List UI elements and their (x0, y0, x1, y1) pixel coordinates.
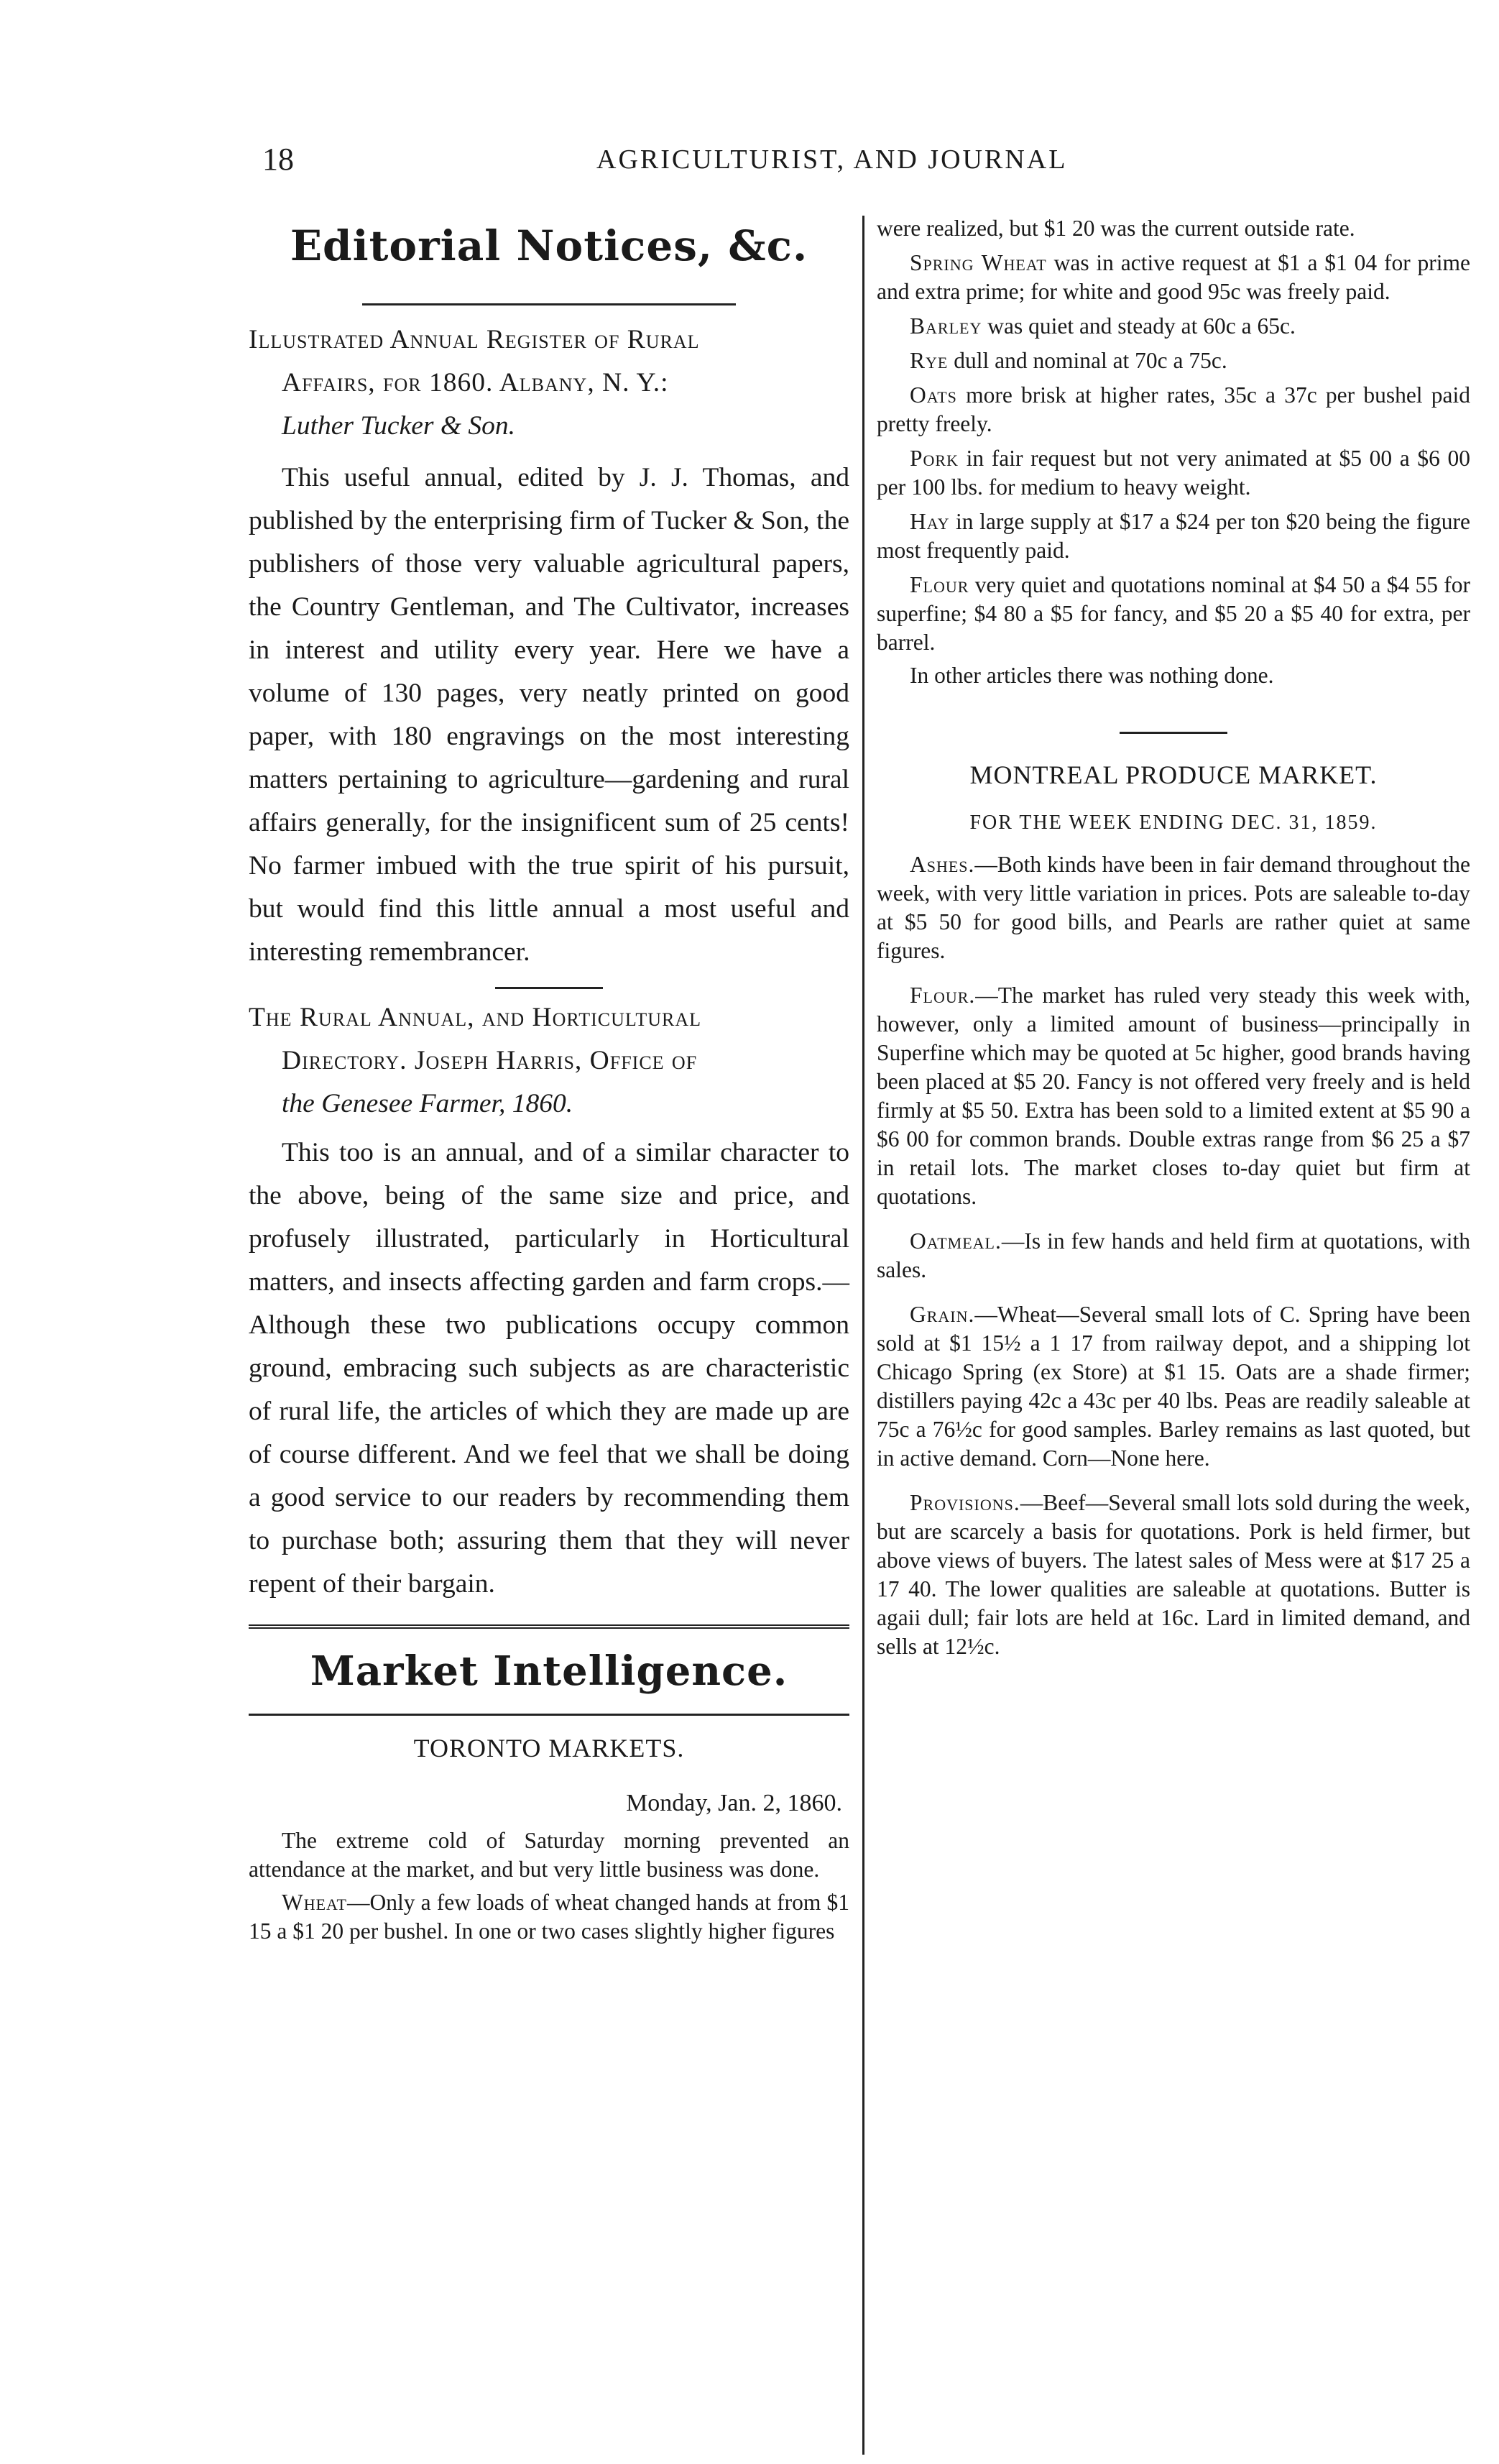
left-column (249, 208, 849, 1946)
market-item-text: in large supply at $17 a $24 per ton $20 being the figure most frequently paid. (877, 509, 1470, 563)
market-item-text: very quiet and quotations nominal at $4 50 a $4 55 for superfine; $4 80 a $5 for fancy, and $5 20 a $5 40 for extra, per barrel. (877, 572, 1470, 655)
market-item-text: dull and nominal at 70c a 75c. (948, 348, 1227, 373)
section-title-market: Market Intelligence. (310, 1647, 788, 1695)
review-1-title-line2: Affairs, for 1860. Albany, N. Y.: (282, 368, 669, 397)
section-title-editorial: Editorial Notices, &c. (290, 221, 808, 270)
wheat-text: —Only a few loads of wheat changed hands at from $1 15 a $1 20 per bushel. In one or two cases slightly higher figures (249, 1890, 849, 1944)
toronto-closing: In other articles there was nothing done. (910, 663, 1274, 688)
section-rule (362, 303, 736, 305)
market-item (877, 507, 1470, 565)
toronto-items (877, 249, 1470, 657)
market-item-text: was in active request at $1 a $1 04 for prime and extra prime; for white and good 95c was freely paid. (877, 250, 1470, 304)
montreal-heading: MONTREAL PRODUCE MARKET. (969, 760, 1378, 789)
market-item-lead: Ashes. (910, 852, 975, 877)
market-item-text: in fair request but not very animated at $5 00 a $6 00 per 100 lbs. for medium to heavy weight. (877, 446, 1470, 500)
review-2-body: This too is an annual, and of a similar character to the above, being of the same size and price, and profusely illustrated, particularly in Horticultural matters, and insects affecting garden and farm crops.—Although these two publications occupy common ground, embracing such subjects as are characteristic of rural life, the articles of which they are made up are of course different. And we feel that we shall be doing a good service to our readers by recommending them to purchase both; assuring them that they will never repent of their bargain. (249, 1138, 849, 1599)
market-item (877, 1489, 1470, 1661)
market-item-lead: Grain. (910, 1302, 975, 1327)
market-item-text: —Wheat—Several small lots of C. Spring have been sold at $1 15½ a 1 17 from railway depot, and a shipping lot Chicago Spring (ex Store) at $1 15. Oats are a shade firmer; distillers paying 42c a 43c per 40 lbs. Peas are readily saleable at 75c a 76½c for good samples. Barley remains as last quoted, but in active demand. Corn—None here. (877, 1302, 1470, 1471)
toronto-paragraph-1: The extreme cold of Saturday morning prevented an attendance at the market, and but very little business was done. (249, 1828, 849, 1882)
market-item (877, 571, 1470, 657)
market-item (877, 1300, 1470, 1473)
review-2-title-line2: Directory. Joseph Harris, Office of (282, 1046, 698, 1075)
column-rule (862, 216, 864, 2455)
market-item (877, 444, 1470, 502)
right-column (877, 214, 1470, 1661)
toronto-paragraph-2 (249, 1888, 849, 1946)
market-item-lead: Oatmeal. (910, 1228, 1002, 1254)
running-head: AGRICULTURIST, AND JOURNAL (596, 144, 1068, 175)
review-divider (495, 987, 603, 989)
review-2-title-line1: The Rural Annual, and Horticultural (249, 1003, 702, 1032)
market-item-lead: Spring Wheat (910, 250, 1047, 275)
market-item-lead: Hay (910, 509, 950, 534)
review-1-body: This useful annual, edited by J. J. Thomas, and published by the enterprising firm of Tucker & Son, the publishers of those very valuable agricultural papers, the Country Gentleman, and The Cultivator, increases in interest and utility every year. Here we have a volume of 130 pages, very neatly printed on good paper, with 180 engravings on the most interesting matters pertaining to agriculture—gardening and rural affairs generally, for the insignificent sum of 25 cents! No farmer imbued with the true spirit of his pursuit, but would find this little annual a most useful and interesting remembrancer. (249, 463, 849, 967)
market-item (877, 981, 1470, 1211)
montreal-subheading: FOR THE WEEK ENDING DEC. 31, 1859. (969, 812, 1378, 834)
review-1 (249, 318, 849, 974)
market-item (877, 850, 1470, 965)
market-item-lead: Flour (910, 572, 969, 597)
toronto-markets (249, 1733, 849, 1946)
montreal-divider (1120, 732, 1227, 734)
market-rule-bottom (249, 1714, 849, 1716)
market-item-lead: Rye (910, 348, 949, 373)
market-item-lead: Provisions. (910, 1490, 1020, 1515)
market-item (877, 381, 1470, 438)
page-number: 18 (262, 142, 294, 177)
wheat-lead: Wheat (282, 1890, 347, 1915)
toronto-date: Monday, Jan. 2, 1860. (626, 1790, 842, 1816)
toronto-heading: TORONTO MARKETS. (413, 1734, 685, 1762)
montreal-items (877, 850, 1470, 1661)
market-item (877, 312, 1470, 341)
review-2 (249, 996, 849, 1606)
market-item-lead: Barley (910, 313, 982, 339)
market-item-text: —Both kinds have been in fair demand throughout the week, with very little variation in prices. Pots are saleable to-day at $5 50 for good bills, and Pearls are rather quiet at same figures. (877, 852, 1470, 963)
review-1-title-line3: Luther Tucker & Son. (282, 411, 515, 441)
market-item-lead: Pork (910, 446, 959, 471)
market-item (877, 1227, 1470, 1284)
market-item-text: more brisk at higher rates, 35c a 37c per bushel paid pretty freely. (877, 382, 1470, 436)
market-item-text: —The market has ruled very steady this week with, however, only a limited amount of business—principally in Superfine which may be quoted at 5c higher, good brands having been placed at $5 20. Fancy is not offered very freely and is held firmly at $5 50. Extra has been sold to a limited extent at $5 90 a $6 00 for common brands. Double extras range from $6 25 a $7 in retail lots. The market closes to-day quiet but firm at quotations. (877, 983, 1470, 1209)
market-item-text: —Beef—Several small lots sold during the week, but are scarcely a basis for quotations. Pork is held firmer, but above views of buyers. The latest sales of Mess were at $17 25 a 17 40. The lower qualities are saleable at quotations. Butter is agaii dull; fair lots are held at 16c. Lard in limited demand, and sells at 12½c. (877, 1490, 1470, 1659)
market-item (877, 249, 1470, 306)
market-item-lead: Flour. (910, 983, 976, 1008)
review-2-title-line3: the Genesee Farmer, 1860. (282, 1089, 573, 1118)
market-item-lead: Oats (910, 382, 957, 408)
market-item-text: —Is in few hands and held firm at quotations, with sales. (877, 1228, 1470, 1282)
toronto-continued: were realized, but $1 20 was the current outside rate. (877, 216, 1355, 241)
review-1-title-line1: Illustrated Annual Register of Rural (249, 325, 700, 354)
market-item (877, 346, 1470, 375)
market-rule-top (249, 1624, 849, 1629)
market-item-text: was quiet and steady at 60c a 65c. (982, 313, 1296, 339)
